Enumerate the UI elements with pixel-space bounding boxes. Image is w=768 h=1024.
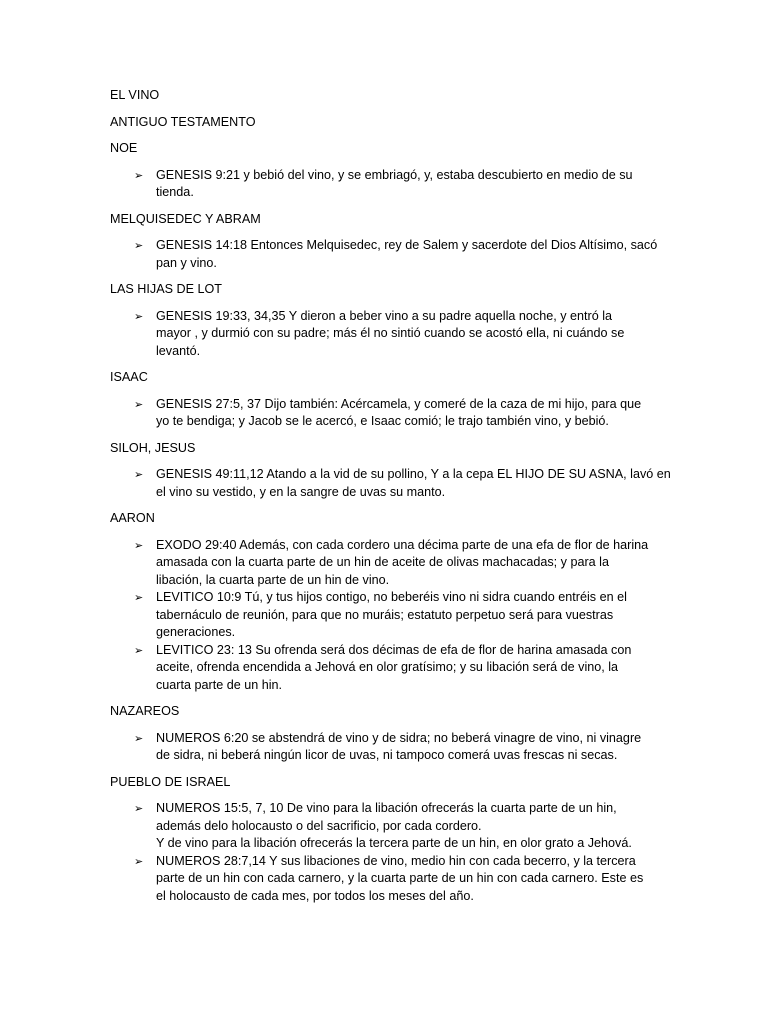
verse-line: el holocausto de cada mes, por todos los meses del año. — [156, 888, 474, 903]
verse-line: el vino su vestido, y en la sangre de uvas su manto. — [156, 484, 446, 499]
verse-line: GENESIS 19:33, 34,35 Y dieron a beber vino a su padre aquella noche, y entró la — [156, 308, 613, 323]
group-heading: NAZAREOS — [110, 704, 180, 718]
group-heading: MELQUISEDEC Y ABRAM — [110, 211, 261, 226]
verse-line: Y de vino para la libación ofrecerás la tercera parte de un hin, en olor grato a Jehová. — [156, 836, 632, 850]
arrowhead-bullet-icon: ➢ — [134, 591, 144, 604]
document-page — [110, 87, 671, 914]
verse-line: GENESIS 49:11,12 Atando a la vid de su pollino, Y a la cepa EL HIJO DE SU ASNA, lavó en — [156, 467, 671, 481]
verse-list — [110, 237, 662, 272]
verse-entry — [110, 466, 671, 501]
verse-list — [110, 396, 662, 431]
verse-line: mayor , y durmió con su padre; más él no sintió cuando se acostó ella, ni cuándo se — [156, 326, 625, 340]
verse-line: NUMEROS 6:20 se abstendrá de vino y de sidra; no beberá vinagre de vino, ni vinagre — [156, 730, 642, 745]
verse-line: tabernáculo de reunión, para que no muráis; estatuto perpetuo será para vuestras — [156, 607, 614, 622]
arrowhead-bullet-icon: ➢ — [134, 239, 144, 252]
group-heading: SILOH, JESUS — [110, 440, 196, 455]
verse-line: levantó. — [156, 343, 201, 358]
verse-line: de sidra, ni beberá ningún licor de uvas, ni tampoco comerá uvas frescas ni secas. — [156, 748, 618, 762]
verse-line: pan y vino. — [156, 255, 217, 270]
verse-line: libación, la cuarta parte de un hin de vino. — [156, 572, 390, 587]
verse-line: GENESIS 9:21 y bebió del vino, y se embriagó, y, estaba descubierto en medio de su — [156, 167, 633, 182]
verse-line: GENESIS 27:5, 37 Dijo también: Acércamela, y comeré de la caza de mi hijo, para que — [156, 396, 642, 411]
document-body — [110, 140, 671, 905]
document-title: EL VINO — [110, 88, 160, 102]
verse-line: además delo holocausto o del sacrificio, por cada cordero. — [156, 818, 482, 833]
verse-list — [110, 800, 662, 905]
arrowhead-bullet-icon: ➢ — [134, 468, 144, 481]
verse-line: generaciones. — [156, 625, 236, 639]
verse-entry — [110, 730, 662, 765]
arrowhead-bullet-icon: ➢ — [134, 802, 144, 815]
verse-line: aceite, ofrenda encendida a Jehová en olor gratísimo; y su libación será de vino, la — [156, 660, 619, 674]
verse-line: amasada con la cuarta parte de un hin de aceite de olivas machacadas; y para la — [156, 555, 609, 569]
verse-line: cuarta parte de un hin. — [156, 677, 283, 692]
verse-list — [110, 537, 662, 695]
arrowhead-bullet-icon: ➢ — [134, 309, 144, 323]
verse-line: EXODO 29:40 Además, con cada cordero una décima parte de una efa de flor de harina — [156, 537, 649, 552]
arrowhead-bullet-icon: ➢ — [134, 854, 144, 868]
arrowhead-bullet-icon: ➢ — [134, 538, 144, 552]
arrowhead-bullet-icon: ➢ — [134, 168, 144, 182]
verse-entry — [110, 800, 662, 853]
verse-entry — [110, 167, 662, 202]
verse-list — [110, 730, 662, 765]
verse-line: NUMEROS 28:7,14 Y sus libaciones de vino, medio hin con cada becerro, y la tercera — [156, 853, 636, 868]
group-heading: NOE — [110, 141, 138, 155]
group-heading: AARON — [110, 511, 155, 525]
arrowhead-bullet-icon: ➢ — [134, 643, 144, 657]
verse-entry — [110, 589, 662, 642]
verse-line: yo te bendiga; y Jacob se le acercó, e Isaac comió; le trajo también vino, y bebió. — [156, 414, 609, 428]
verse-entry — [110, 308, 662, 361]
verse-entry — [110, 853, 662, 906]
verse-list — [110, 167, 662, 202]
verse-line: tienda. — [156, 185, 194, 199]
verse-entry — [110, 537, 662, 590]
verse-line: LEVITICO 10:9 Tú, y tus hijos contigo, no beberéis vino ni sidra cuando entréis en el — [156, 590, 627, 604]
verse-line: LEVITICO 23: 13 Su ofrenda será dos décimas de efa de flor de harina amasada con — [156, 642, 632, 657]
verse-entry — [110, 237, 662, 272]
verse-list — [110, 466, 671, 501]
group-heading: LAS HIJAS DE LOT — [110, 282, 222, 296]
verse-list — [110, 308, 662, 361]
verse-line: NUMEROS 15:5, 7, 10 De vino para la libación ofrecerás la cuarta parte de un hin, — [156, 801, 617, 815]
verse-entry — [110, 642, 662, 695]
arrowhead-bullet-icon: ➢ — [134, 731, 144, 745]
verse-line: parte de un hin con cada carnero, y la cuarta parte de un hin con cada carnero. Este es — [156, 871, 644, 885]
group-heading: ISAAC — [110, 370, 148, 384]
arrowhead-bullet-icon: ➢ — [134, 397, 144, 411]
verse-line: GENESIS 14:18 Entonces Melquisedec, rey de Salem y sacerdote del Dios Altísimo, sacó — [156, 238, 658, 252]
verse-entry — [110, 396, 662, 431]
group-heading: PUEBLO DE ISRAEL — [110, 774, 231, 789]
section-title: ANTIGUO TESTAMENTO — [110, 114, 256, 129]
